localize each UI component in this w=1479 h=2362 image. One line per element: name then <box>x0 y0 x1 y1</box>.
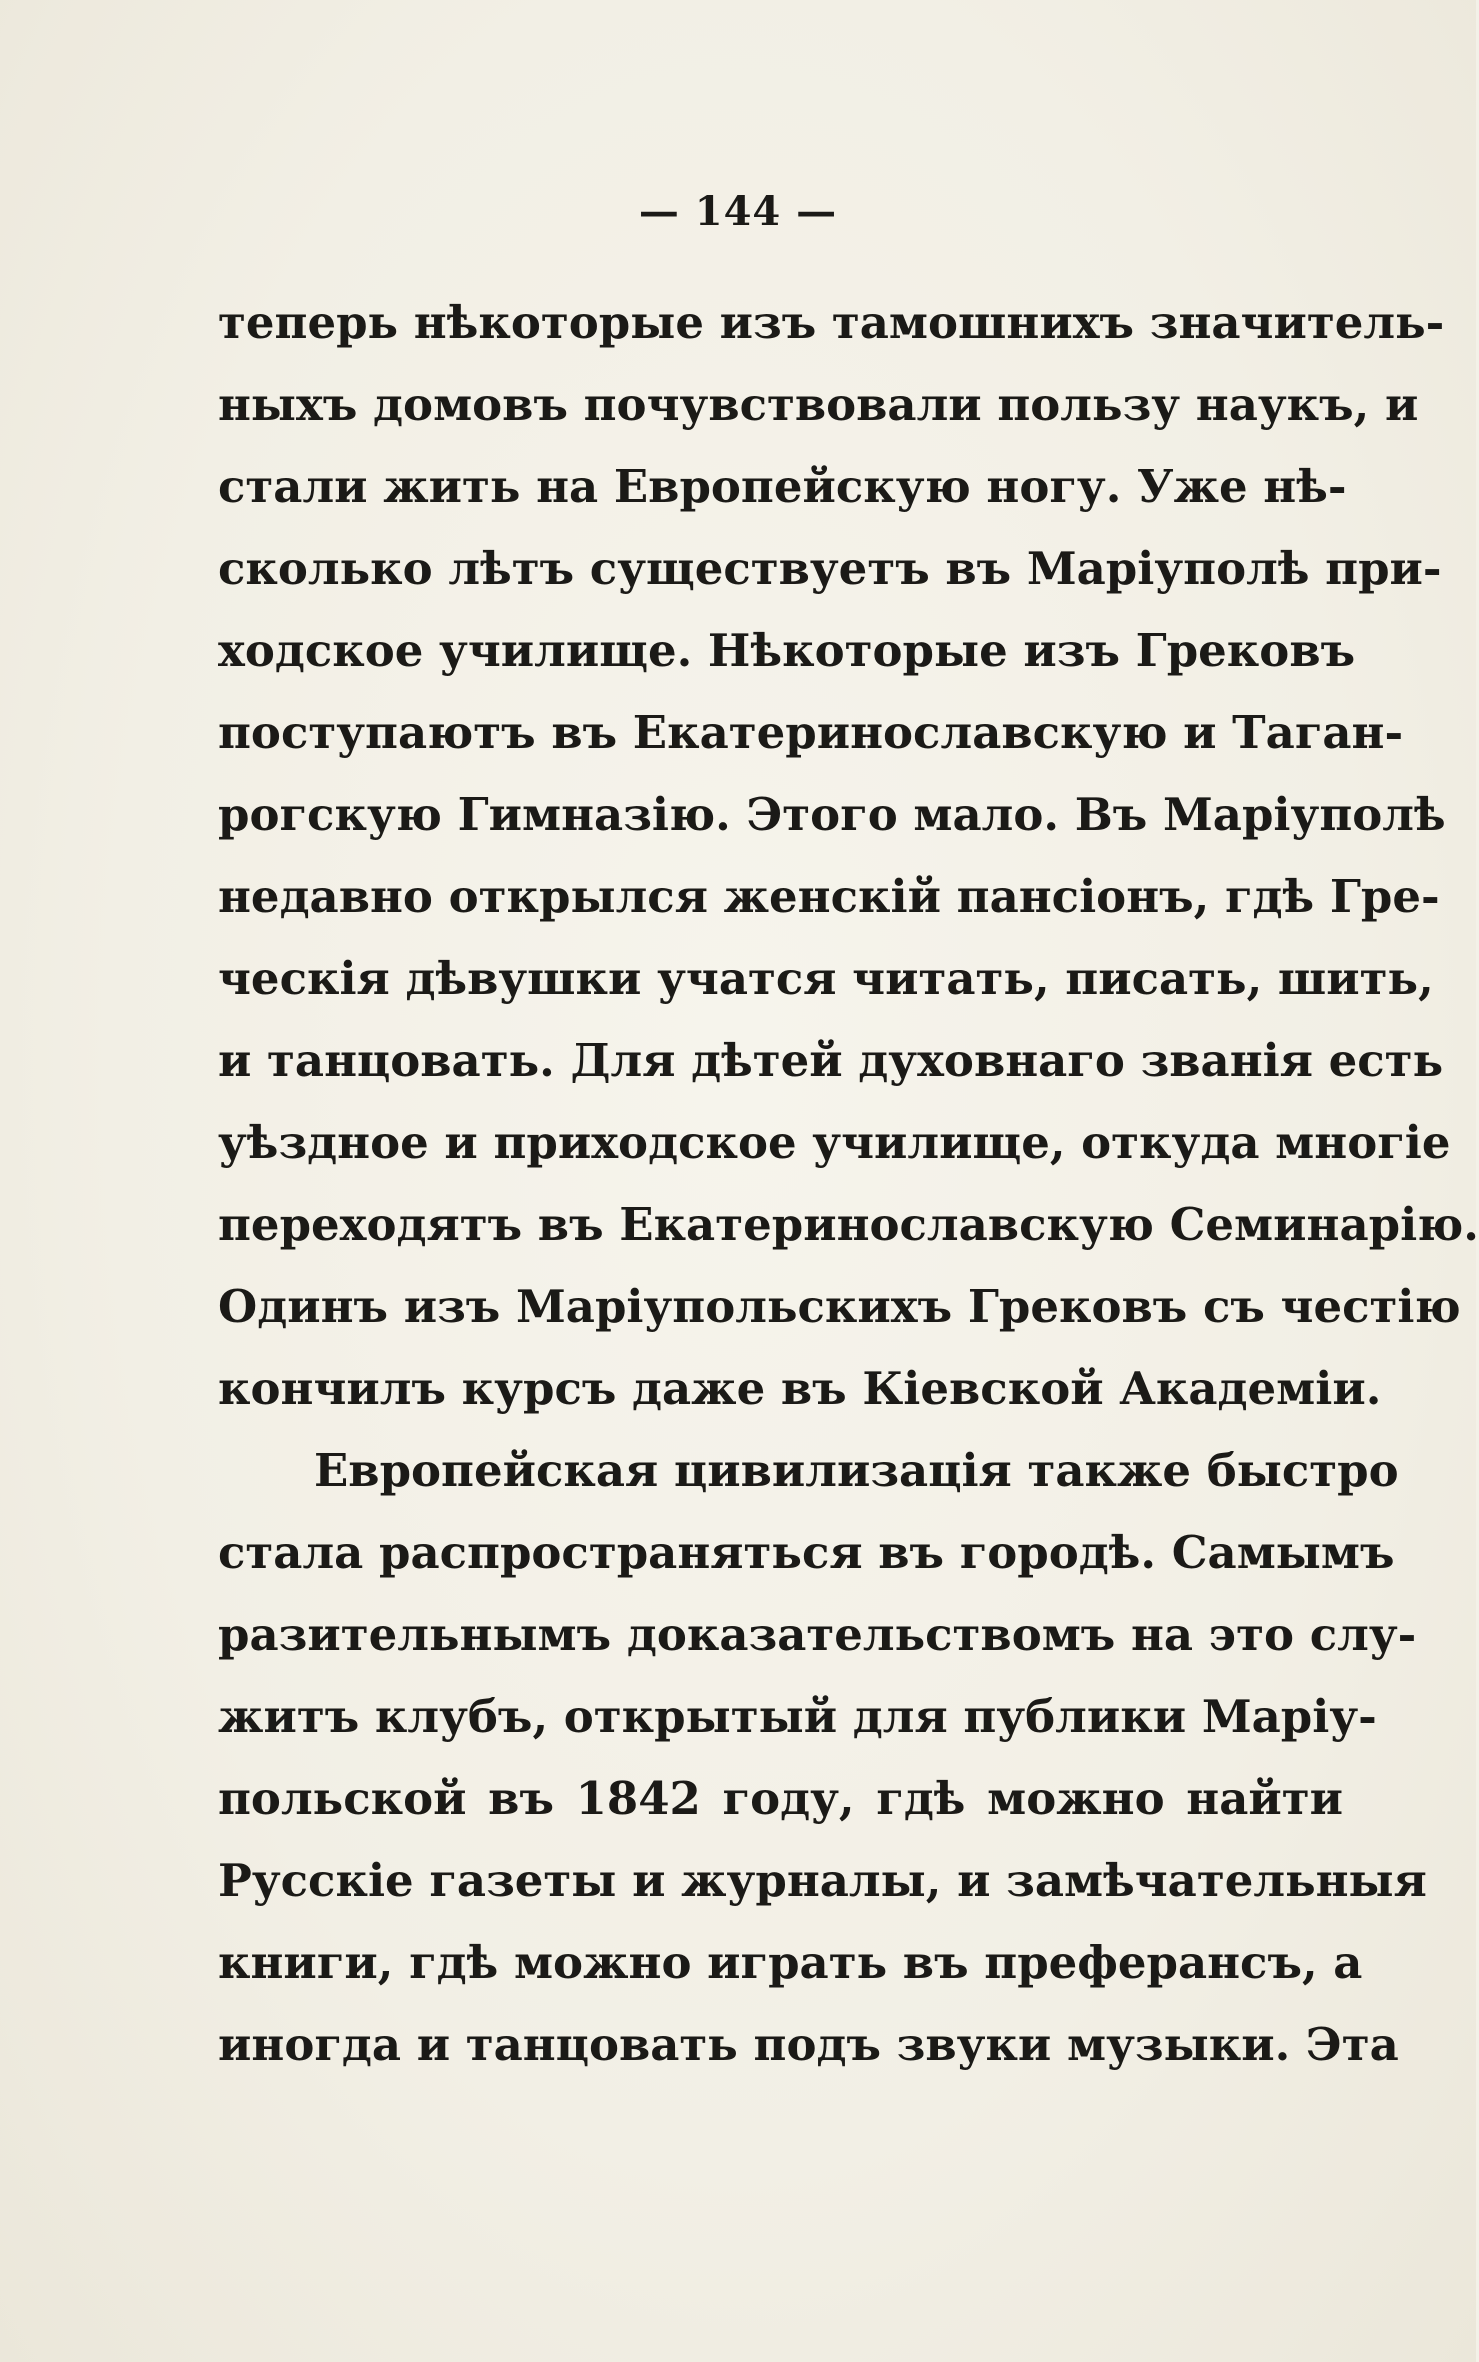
text-line: разительнымъ доказательствомъ на это слу- <box>218 1608 1417 1661</box>
body-text <box>218 282 1479 2086</box>
text-line: сколько лѣтъ существуетъ въ Маріуполѣ при- <box>218 542 1442 595</box>
text-line: Русскіе газеты и журналы, и замѣчательныя <box>218 1854 1427 1907</box>
text-line: теперь нѣкоторые изъ тамошнихъ значитель- <box>218 296 1445 349</box>
text-line: уѣздное и приходское училище, откуда многіе <box>218 1116 1451 1169</box>
page-number: — 144 — <box>638 188 838 235</box>
text-line: ныхъ домовъ почувствовали пользу наукъ, и <box>218 378 1419 431</box>
text-line: Европейская цивилизація также быстро <box>314 1444 1399 1497</box>
text-line: житъ клубъ, открытый для публики Маріу- <box>218 1690 1377 1743</box>
text-line: иногда и танцовать подъ звуки музыки. Эта <box>218 2018 1399 2071</box>
text-line: рогскую Гимназію. Этого мало. Въ Маріуполѣ <box>218 788 1446 841</box>
text-line: стала распространяться въ городѣ. Самымъ <box>218 1526 1395 1579</box>
text-line: польской въ 1842 году, гдѣ можно найти <box>218 1772 1343 1825</box>
text-line: ческія дѣвушки учатся читать, писать, шить, <box>218 952 1434 1005</box>
text-line: и танцовать. Для дѣтей духовнаго званія есть <box>218 1034 1444 1087</box>
text-line: стали жить на Европейскую ногу. Уже нѣ- <box>218 460 1347 513</box>
text-line: книги, гдѣ можно играть въ преферансъ, а <box>218 1936 1363 1989</box>
text-line: кончилъ курсъ даже въ Кіевской Академіи. <box>218 1362 1382 1415</box>
text-line: поступаютъ въ Екатеринославскую и Таган- <box>218 706 1404 759</box>
text-line: ходское училище. Нѣкоторые изъ Грековъ <box>218 624 1356 677</box>
text-line: переходятъ въ Екатеринославскую Семинарію. <box>218 1198 1479 1251</box>
text-line: недавно открылся женскій пансіонъ, гдѣ Гре- <box>218 870 1440 923</box>
text-line: Одинъ изъ Маріупольскихъ Грековъ съ честію <box>218 1280 1461 1333</box>
